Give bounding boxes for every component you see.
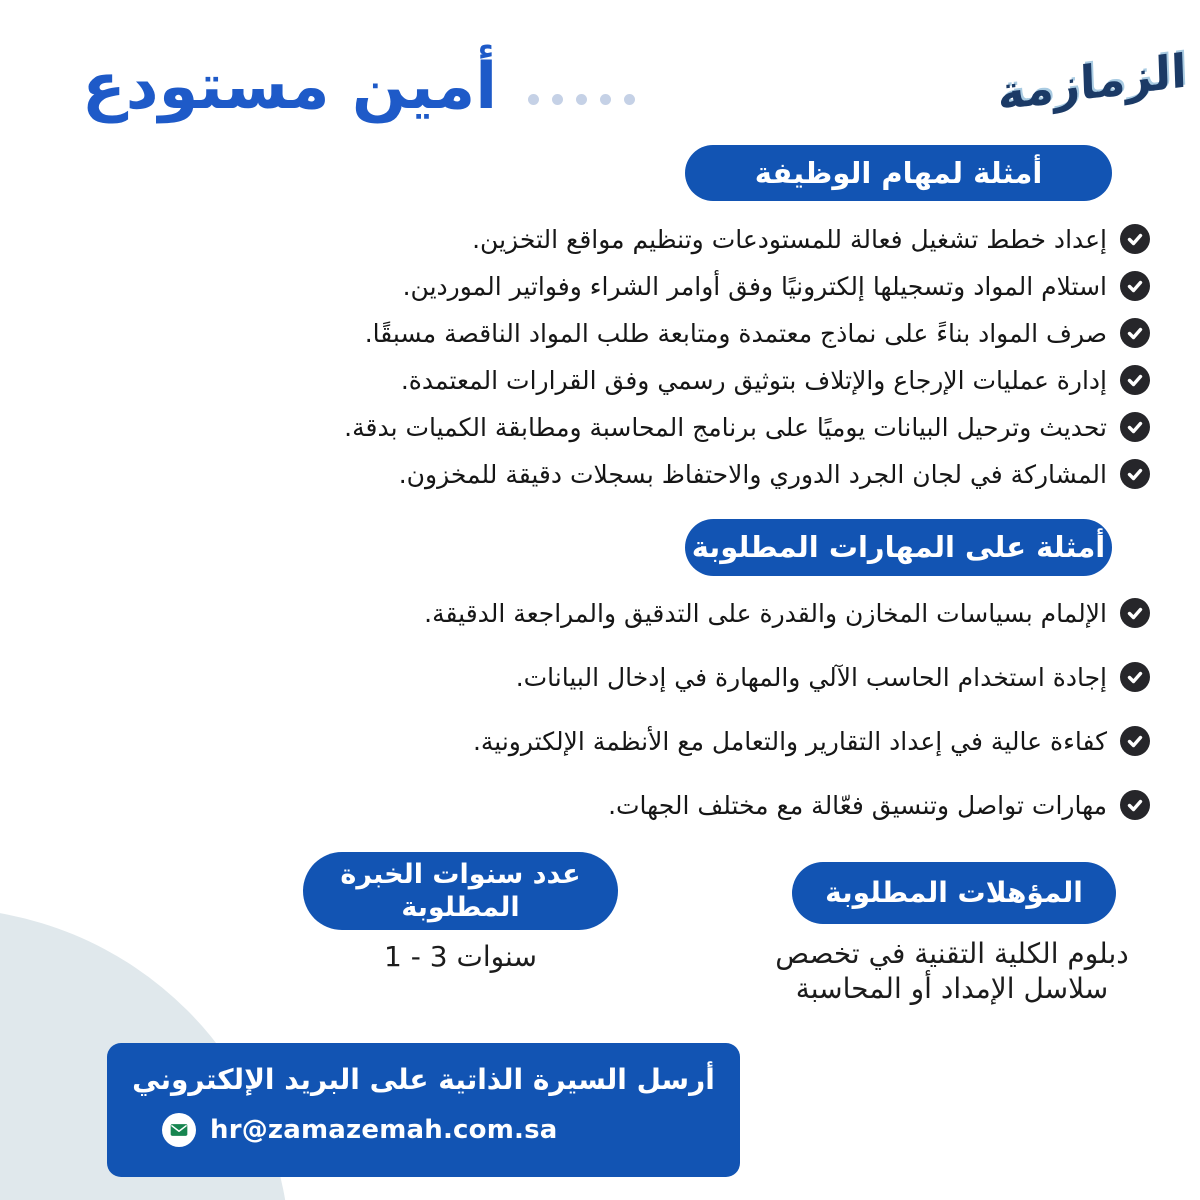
list-item-text: إدارة عمليات الإرجاع والإتلاف بتوثيق رسمي وفق القرارات المعتمدة. — [400, 365, 1107, 395]
list-item — [424, 662, 1150, 692]
list-item-text: صرف المواد بناءً على نماذج معتمدة ومتابعة طلب المواد الناقصة مسبقًا. — [364, 318, 1107, 348]
list-item — [344, 459, 1150, 489]
company-logo — [996, 32, 1188, 132]
check-icon — [1120, 318, 1150, 348]
skills-list — [424, 598, 1150, 820]
qualifications-line2: سلاسل الإمداد أو المحاسبة — [795, 972, 1109, 1005]
check-icon — [1120, 271, 1150, 301]
check-icon — [1120, 662, 1150, 692]
list-item-text: تحديث وترحيل البيانات يوميًا على برنامج المحاسبة ومطابقة الكميات بدقة. — [344, 412, 1107, 442]
tasks-list — [344, 224, 1150, 489]
list-item-text: كفاءة عالية في إعداد التقارير والتعامل مع الأنظمة الإلكترونية. — [472, 726, 1107, 756]
experience-section-heading — [303, 852, 618, 930]
title-dots-decoration — [528, 94, 635, 105]
qualifications-text — [748, 936, 1156, 1006]
list-item-text: مهارات تواصل وتنسيق فعّالة مع مختلف الجهات. — [608, 790, 1107, 820]
check-icon — [1120, 224, 1150, 254]
list-item — [424, 598, 1150, 628]
experience-heading-line2: المطلوبة — [401, 892, 520, 923]
check-icon — [1120, 726, 1150, 756]
email-envelope-icon — [162, 1113, 196, 1147]
check-icon — [1120, 459, 1150, 489]
check-icon — [1120, 598, 1150, 628]
check-icon — [1120, 790, 1150, 820]
list-item — [344, 412, 1150, 442]
list-item-text: الإلمام بسياسات المخازن والقدرة على التدقيق والمراجعة الدقيقة. — [424, 598, 1107, 628]
list-item-text: المشاركة في لجان الجرد الدوري والاحتفاظ بسجلات دقيقة للمخزون. — [398, 459, 1107, 489]
check-icon — [1120, 365, 1150, 395]
dot — [624, 94, 635, 105]
dot — [552, 94, 563, 105]
tasks-section-heading: أمثلة لمهام الوظيفة — [685, 145, 1112, 201]
list-item — [424, 790, 1150, 820]
list-item — [344, 224, 1150, 254]
list-item-text: استلام المواد وتسجيلها إلكترونيًا وفق أوامر الشراء وفواتير الموردين. — [402, 271, 1107, 301]
contact-email-row[interactable] — [162, 1113, 558, 1147]
contact-box — [107, 1043, 740, 1177]
company-logo-text: الزمازمة — [996, 43, 1188, 121]
check-icon — [1120, 412, 1150, 442]
list-item — [344, 365, 1150, 395]
list-item-text: إعداد خطط تشغيل فعالة للمستودعات وتنظيم مواقع التخزين. — [472, 224, 1107, 254]
list-item — [344, 318, 1150, 348]
contact-heading: أرسل السيرة الذاتية على البريد الإلكتروني — [132, 1063, 715, 1096]
dot — [576, 94, 587, 105]
list-item-text: إجادة استخدام الحاسب الآلي والمهارة في إدخال البيانات. — [515, 662, 1107, 692]
list-item — [344, 271, 1150, 301]
dot — [600, 94, 611, 105]
experience-value: 1 - 3 سنوات — [384, 940, 537, 973]
list-item — [424, 726, 1150, 756]
contact-email[interactable]: hr@zamazemah.com.sa — [210, 1115, 558, 1145]
qualifications-section-heading: المؤهلات المطلوبة — [792, 862, 1116, 924]
dot — [528, 94, 539, 105]
skills-section-heading: أمثلة على المهارات المطلوبة — [685, 519, 1112, 576]
page-title: أمين مستودع — [82, 50, 498, 124]
experience-heading-line1: عدد سنوات الخبرة — [340, 859, 581, 890]
qualifications-line1: دبلوم الكلية التقنية في تخصص — [775, 937, 1129, 970]
